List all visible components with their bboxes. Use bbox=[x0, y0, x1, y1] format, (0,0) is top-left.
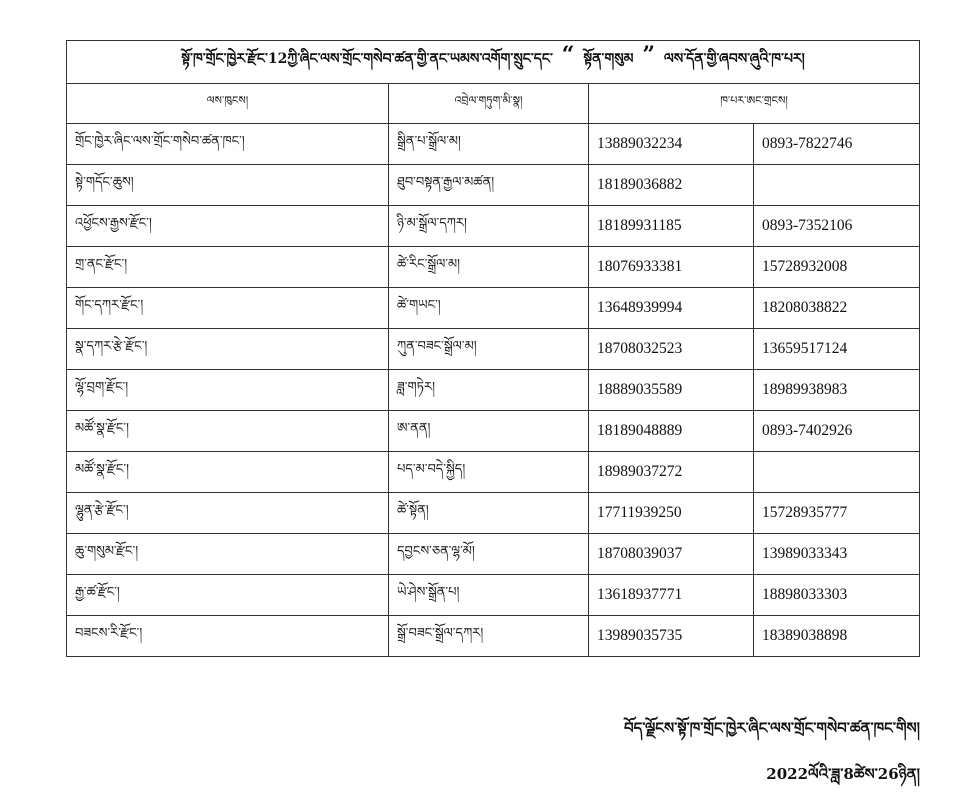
contact-name-cell: ཀུན་བཟང་སྒྲོལ་མ། bbox=[389, 329, 589, 370]
area-cell: རྒྱ་ཚ་རྫོང་། bbox=[67, 575, 389, 616]
phone-primary-cell: 13889032234 bbox=[589, 124, 754, 165]
phone-primary-cell: 18889035589 bbox=[589, 370, 754, 411]
phone-primary-cell: 18708039037 bbox=[589, 534, 754, 575]
table-body bbox=[67, 124, 920, 657]
issuing-organization: བོད་ལྗོངས་སྟོ་ཁ་གྲོང་ཁྱེར་ཞིང་ལས་གྲོང་གསེབ་ཚན་ཁང་གིས། bbox=[624, 719, 920, 737]
area-cell: སྣ་དཀར་རྩེ་རྫོང་། bbox=[67, 329, 389, 370]
table-row bbox=[67, 288, 920, 329]
phone-secondary-cell: 15728935777 bbox=[754, 493, 920, 534]
phone-primary-cell: 18189931185 bbox=[589, 206, 754, 247]
phone-secondary-cell: 0893-7352106 bbox=[754, 206, 920, 247]
area-cell: འཕྱོངས་རྒྱས་རྫོང་། bbox=[67, 206, 389, 247]
area-cell: མཚོ་སྣ་རྫོང་། bbox=[67, 452, 389, 493]
phone-primary-cell: 18189036882 bbox=[589, 165, 754, 206]
phone-primary-cell: 18189048889 bbox=[589, 411, 754, 452]
table-row bbox=[67, 575, 920, 616]
table-row bbox=[67, 411, 920, 452]
table-row bbox=[67, 247, 920, 288]
title-part1: སྟོ་ཁ་གྲོང་ཁྱེར་རྫོང་12ཀྱི་ཞིང་ལས་གྲོང་གསེབ་ཚན་གྱི་ནང་ཡམས་འགོག་སྲུང་དང་ bbox=[181, 51, 553, 67]
title-part2: ལས་དོན་གྱི་ཞབས་ཞུའི་ཁ་པར། bbox=[663, 51, 805, 67]
phone-secondary-cell bbox=[754, 452, 920, 493]
title-highlight: སྟོན་གསུམ bbox=[583, 51, 634, 67]
contact-name-cell: དབྱངས་ཅན་ལྷ་མོ། bbox=[389, 534, 589, 575]
phone-secondary-cell: 0893-7402926 bbox=[754, 411, 920, 452]
table-row bbox=[67, 124, 920, 165]
area-cell: ལྷུན་རྩེ་རྫོང་། bbox=[67, 493, 389, 534]
contact-name-cell: ཐུབ་བསྟན་རྒྱལ་མཚན། bbox=[389, 165, 589, 206]
contact-name-cell: པད་མ་བདེ་སྐྱིད། bbox=[389, 452, 589, 493]
column-header-area: ལས་ཁུངས། bbox=[67, 84, 389, 124]
area-cell: གྲ་ནང་རྫོང་། bbox=[67, 247, 389, 288]
area-cell: བཟངས་རི་རྫོང་། bbox=[67, 616, 389, 657]
table-row bbox=[67, 206, 920, 247]
phone-secondary-cell: 18389038898 bbox=[754, 616, 920, 657]
contact-name-cell: སྒྲིན་པ་སྒྲོལ་མ། bbox=[389, 124, 589, 165]
phone-secondary-cell: 13989033343 bbox=[754, 534, 920, 575]
area-cell: ལྷོ་བྲག་རྫོང་། bbox=[67, 370, 389, 411]
phone-secondary-cell bbox=[754, 165, 920, 206]
column-header-phone: ཁ་པར་ཨང་གྲངས། bbox=[589, 84, 920, 124]
phone-secondary-cell: 18208038822 bbox=[754, 288, 920, 329]
contact-name-cell: སྒྲོ་བཟང་སྒྲོལ་དཀར། bbox=[389, 616, 589, 657]
phone-primary-cell: 18708032523 bbox=[589, 329, 754, 370]
phone-secondary-cell: 18898033303 bbox=[754, 575, 920, 616]
phone-primary-cell: 13618937771 bbox=[589, 575, 754, 616]
contact-name-cell: ཨ་ནན། bbox=[389, 411, 589, 452]
table-row bbox=[67, 165, 920, 206]
title-quote-close: ” bbox=[642, 42, 656, 68]
phone-secondary-cell: 18989938983 bbox=[754, 370, 920, 411]
phone-primary-cell: 18076933381 bbox=[589, 247, 754, 288]
area-cell: གོང་དཀར་རྫོང་། bbox=[67, 288, 389, 329]
table-row bbox=[67, 452, 920, 493]
area-cell: མཚོ་སྣ་རྫོང་། bbox=[67, 411, 389, 452]
contact-name-cell: ཉི་མ་སྒྲོལ་དཀར། bbox=[389, 206, 589, 247]
table-row bbox=[67, 534, 920, 575]
phone-primary-cell: 18989037272 bbox=[589, 452, 754, 493]
table-row bbox=[67, 329, 920, 370]
table-row bbox=[67, 493, 920, 534]
issue-date: 2022ལོའི་ཟླ་8ཚེས་26ཉིན། bbox=[766, 765, 920, 783]
area-cell: གྲོང་ཁྱེར་ཞིང་ལས་གྲོང་གསེབ་ཚན་ཁང་། bbox=[67, 124, 389, 165]
contact-name-cell: ཚེ་སྟོན། bbox=[389, 493, 589, 534]
contact-name-cell: ཚེ་གཡང་། bbox=[389, 288, 589, 329]
phone-primary-cell: 13989035735 bbox=[589, 616, 754, 657]
table-row bbox=[67, 616, 920, 657]
area-cell: སྟེ་གདོང་ཆུས། bbox=[67, 165, 389, 206]
table-row bbox=[67, 370, 920, 411]
contact-name-cell: ཚེ་རིང་སྒྲོལ་མ། bbox=[389, 247, 589, 288]
column-header-contact: འབྲེལ་གཏུག་མི་སྣ། bbox=[389, 84, 589, 124]
phone-primary-cell: 13648939994 bbox=[589, 288, 754, 329]
phone-secondary-cell: 13659517124 bbox=[754, 329, 920, 370]
title-quote-open: “ bbox=[561, 42, 575, 68]
phone-secondary-cell: 0893-7822746 bbox=[754, 124, 920, 165]
contact-table bbox=[66, 40, 920, 657]
document-title bbox=[67, 41, 920, 84]
phone-primary-cell: 17711939250 bbox=[589, 493, 754, 534]
contact-name-cell: ཡེ་ཤེས་སྒྲོན་པ། bbox=[389, 575, 589, 616]
contact-name-cell: ཟླ་གཏེར། bbox=[389, 370, 589, 411]
area-cell: ཆུ་གསུམ་རྫོང་། bbox=[67, 534, 389, 575]
phone-secondary-cell: 15728932008 bbox=[754, 247, 920, 288]
